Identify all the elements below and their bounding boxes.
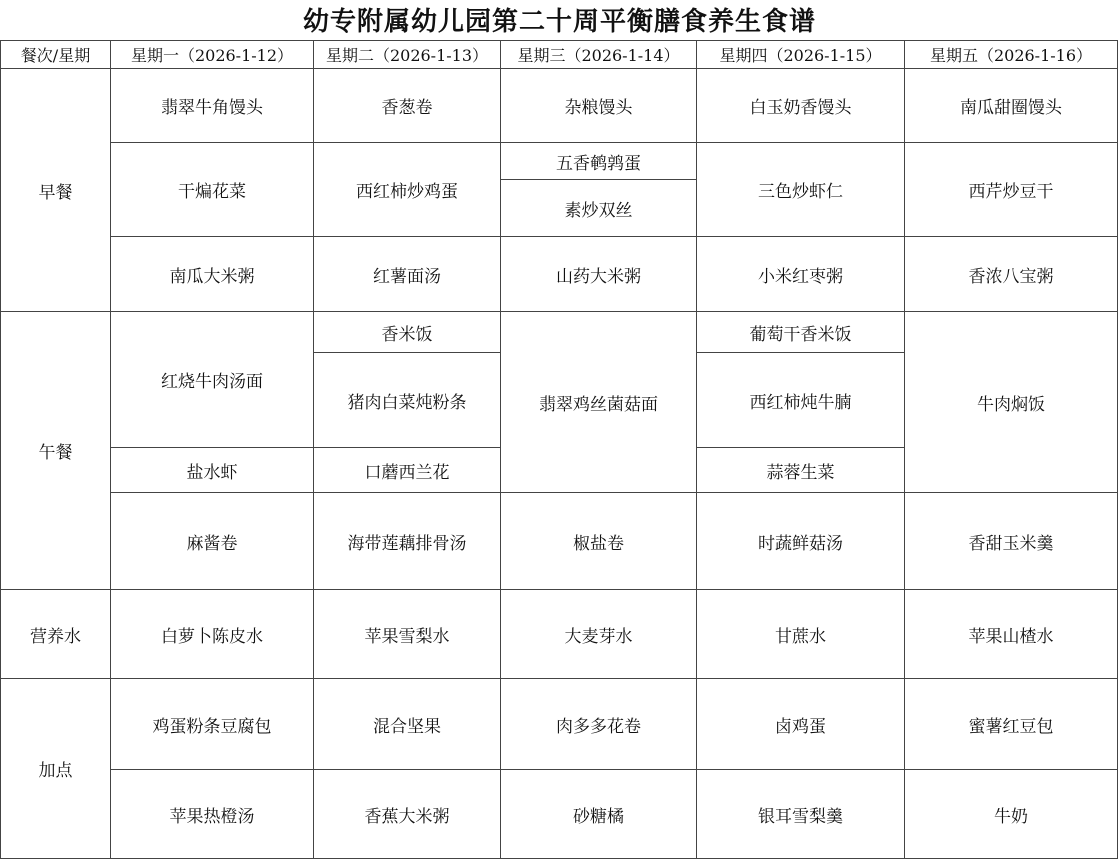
meal-label-water: 营养水 bbox=[1, 590, 111, 679]
table-cell: 素炒双丝 bbox=[501, 180, 697, 237]
table-cell: 砂糖橘 bbox=[501, 770, 697, 859]
table-row bbox=[1, 312, 1118, 353]
table-cell: 海带莲藕排骨汤 bbox=[314, 493, 501, 590]
header-row bbox=[1, 41, 1118, 69]
table-cell: 盐水虾 bbox=[111, 448, 314, 493]
table-cell: 甘蔗水 bbox=[697, 590, 905, 679]
table-cell: 翡翠鸡丝菌菇面 bbox=[501, 312, 697, 493]
table-cell: 西芹炒豆干 bbox=[905, 143, 1118, 237]
table-cell: 五香鹌鹑蛋 bbox=[501, 143, 697, 180]
table-cell: 红烧牛肉汤面 bbox=[111, 312, 314, 448]
table-cell: 蒜蓉生菜 bbox=[697, 448, 905, 493]
table-cell: 杂粮馒头 bbox=[501, 69, 697, 143]
table-cell: 翡翠牛角馒头 bbox=[111, 69, 314, 143]
table-cell: 大麦芽水 bbox=[501, 590, 697, 679]
table-cell: 山药大米粥 bbox=[501, 237, 697, 312]
table-cell: 牛肉焖饭 bbox=[905, 312, 1118, 493]
table-cell: 猪肉白菜炖粉条 bbox=[314, 353, 501, 448]
header-corner: 餐次/星期 bbox=[1, 41, 111, 69]
table-cell: 口蘑西兰花 bbox=[314, 448, 501, 493]
table-row bbox=[1, 143, 1118, 180]
meal-label-breakfast: 早餐 bbox=[1, 69, 111, 312]
table-cell: 时蔬鲜菇汤 bbox=[697, 493, 905, 590]
table-cell: 南瓜甜圈馒头 bbox=[905, 69, 1118, 143]
table-cell: 香米饭 bbox=[314, 312, 501, 353]
header-day-thu: 星期四（2026-1-15） bbox=[697, 41, 905, 69]
meal-label-snack: 加点 bbox=[1, 679, 111, 859]
table-cell: 苹果热橙汤 bbox=[111, 770, 314, 859]
table-row bbox=[1, 679, 1118, 770]
header-day-wed: 星期三（2026-1-14） bbox=[501, 41, 697, 69]
table-row bbox=[1, 493, 1118, 590]
table-cell: 西红柿炖牛腩 bbox=[697, 353, 905, 448]
table-row bbox=[1, 69, 1118, 143]
table-cell: 白玉奶香馒头 bbox=[697, 69, 905, 143]
table-cell: 香甜玉米羹 bbox=[905, 493, 1118, 590]
table-cell: 肉多多花卷 bbox=[501, 679, 697, 770]
page-title: 幼专附属幼儿园第二十周平衡膳食养生食谱 bbox=[302, 7, 816, 37]
table-cell: 苹果山楂水 bbox=[905, 590, 1118, 679]
meal-label-lunch: 午餐 bbox=[1, 312, 111, 590]
header-day-mon: 星期一（2026-1-12） bbox=[111, 41, 314, 69]
table-cell: 牛奶 bbox=[905, 770, 1118, 859]
table-cell: 三色炒虾仁 bbox=[697, 143, 905, 237]
table-cell: 西红柿炒鸡蛋 bbox=[314, 143, 501, 237]
table-cell: 干煸花菜 bbox=[111, 143, 314, 237]
table-cell: 白萝卜陈皮水 bbox=[111, 590, 314, 679]
table-cell: 香蕉大米粥 bbox=[314, 770, 501, 859]
weekly-menu-table bbox=[0, 40, 1118, 859]
table-row bbox=[1, 590, 1118, 679]
table-cell: 混合坚果 bbox=[314, 679, 501, 770]
table-row bbox=[1, 770, 1118, 859]
table-cell: 小米红枣粥 bbox=[697, 237, 905, 312]
table-cell: 南瓜大米粥 bbox=[111, 237, 314, 312]
header-day-tue: 星期二（2026-1-13） bbox=[314, 41, 501, 69]
table-cell: 麻酱卷 bbox=[111, 493, 314, 590]
table-cell: 椒盐卷 bbox=[501, 493, 697, 590]
table-cell: 苹果雪梨水 bbox=[314, 590, 501, 679]
table-cell: 香浓八宝粥 bbox=[905, 237, 1118, 312]
table-cell: 银耳雪梨羹 bbox=[697, 770, 905, 859]
table-cell: 香葱卷 bbox=[314, 69, 501, 143]
table-row bbox=[1, 237, 1118, 312]
header-day-fri: 星期五（2026-1-16） bbox=[905, 41, 1118, 69]
table-cell: 蜜薯红豆包 bbox=[905, 679, 1118, 770]
table-cell: 鸡蛋粉条豆腐包 bbox=[111, 679, 314, 770]
table-cell: 红薯面汤 bbox=[314, 237, 501, 312]
table-cell: 葡萄干香米饭 bbox=[697, 312, 905, 353]
table-cell: 卤鸡蛋 bbox=[697, 679, 905, 770]
